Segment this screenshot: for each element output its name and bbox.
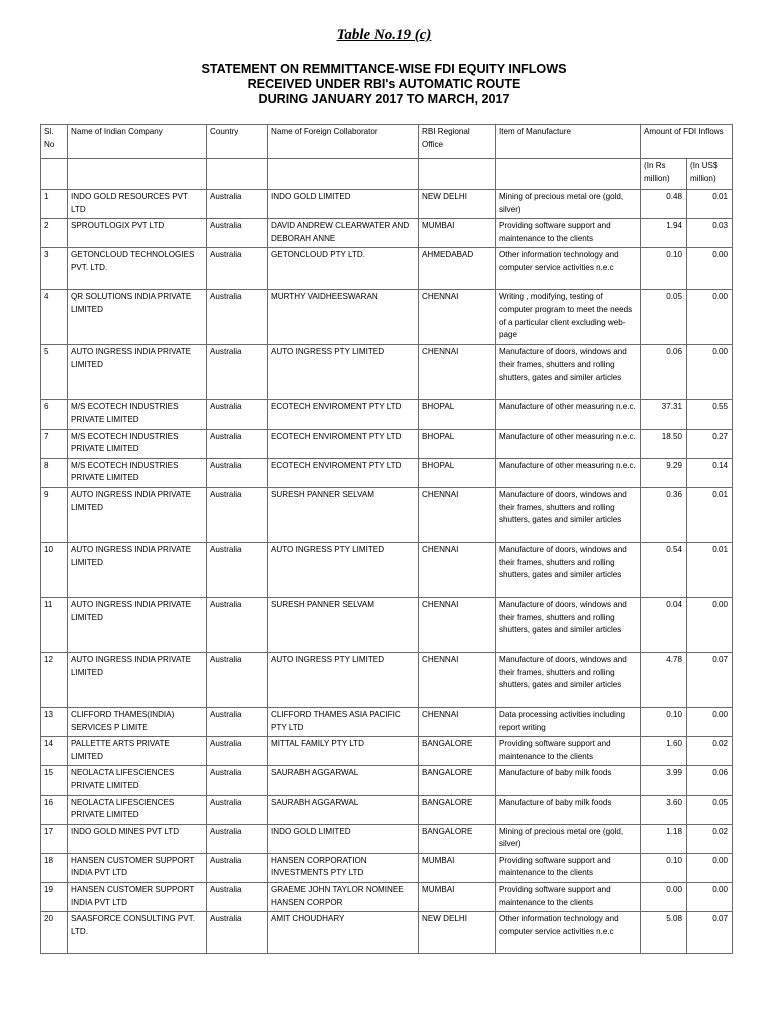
table-body xyxy=(41,190,733,954)
cell-sl-no: 1 xyxy=(41,190,68,219)
cell-amount-usd: 0.02 xyxy=(687,737,733,766)
cell-rbi-office: BHOPAL xyxy=(419,458,496,487)
cell-sl-no: 16 xyxy=(41,795,68,824)
cell-company: HANSEN CUSTOMER SUPPORT INDIA PVT LTD xyxy=(68,883,207,912)
col-header-amount-usd: (In US$ million) xyxy=(687,159,733,190)
cell-amount-rs: 0.05 xyxy=(641,290,687,345)
cell-amount-usd: 0.00 xyxy=(687,290,733,345)
cell-collaborator: AUTO INGRESS PTY LIMITED xyxy=(268,542,419,597)
cell-rbi-office: CHENNAI xyxy=(419,707,496,736)
cell-company: HANSEN CUSTOMER SUPPORT INDIA PVT LTD xyxy=(68,853,207,882)
cell-amount-usd: 0.06 xyxy=(687,766,733,795)
col-header-rbi-office: RBI Regional Office xyxy=(419,125,496,159)
cell-item: Manufacture of baby milk foods xyxy=(496,766,641,795)
cell-amount-usd: 0.00 xyxy=(687,707,733,736)
cell-company: AUTO INGRESS INDIA PRIVATE LIMITED xyxy=(68,597,207,652)
cell-country: Australia xyxy=(207,652,268,707)
cell-amount-usd: 0.03 xyxy=(687,219,733,248)
cell-amount-usd: 0.01 xyxy=(687,190,733,219)
cell-amount-rs: 9.29 xyxy=(641,458,687,487)
cell-country: Australia xyxy=(207,883,268,912)
table-row xyxy=(41,597,733,652)
cell-amount-rs: 0.04 xyxy=(641,597,687,652)
cell-amount-rs: 0.06 xyxy=(641,345,687,400)
cell-amount-usd: 0.05 xyxy=(687,795,733,824)
cell-amount-usd: 0.01 xyxy=(687,487,733,542)
cell-item: Manufacture of doors, windows and their frames, shutters and rolling shutters, gates and similer articles xyxy=(496,345,641,400)
cell-company: INDO GOLD MINES PVT LTD xyxy=(68,824,207,853)
cell-rbi-office: AHMEDABAD xyxy=(419,248,496,290)
table-row xyxy=(41,853,733,882)
cell-collaborator: MITTAL FAMILY PTY LTD xyxy=(268,737,419,766)
cell-amount-rs: 0.36 xyxy=(641,487,687,542)
cell-rbi-office: NEW DELHI xyxy=(419,190,496,219)
table-row xyxy=(41,400,733,429)
cell-sl-no: 13 xyxy=(41,707,68,736)
cell-rbi-office: CHENNAI xyxy=(419,345,496,400)
table-row xyxy=(41,824,733,853)
cell-sl-no: 20 xyxy=(41,912,68,954)
table-row xyxy=(41,190,733,219)
table-row xyxy=(41,248,733,290)
cell-company: AUTO INGRESS INDIA PRIVATE LIMITED xyxy=(68,652,207,707)
cell-company: M/S ECOTECH INDUSTRIES PRIVATE LIMITED xyxy=(68,458,207,487)
cell-item: Manufacture of doors, windows and their frames, shutters and rolling shutters, gates and similer articles xyxy=(496,597,641,652)
cell-rbi-office: BHOPAL xyxy=(419,429,496,458)
col-header-country: Country xyxy=(207,125,268,159)
cell-company: GETONCLOUD TECHNOLOGIES PVT. LTD. xyxy=(68,248,207,290)
cell-amount-rs: 37.31 xyxy=(641,400,687,429)
cell-country: Australia xyxy=(207,190,268,219)
cell-collaborator: AUTO INGRESS PTY LIMITED xyxy=(268,345,419,400)
table-row xyxy=(41,883,733,912)
cell-collaborator: SAURABH AGGARWAL xyxy=(268,766,419,795)
cell-amount-usd: 0.00 xyxy=(687,853,733,882)
cell-sl-no: 3 xyxy=(41,248,68,290)
cell-country: Australia xyxy=(207,912,268,954)
statement-title xyxy=(0,62,768,107)
cell-collaborator: AMIT CHOUDHARY xyxy=(268,912,419,954)
cell-item: Manufacture of other measuring n.e.c. xyxy=(496,400,641,429)
cell-amount-rs: 3.60 xyxy=(641,795,687,824)
cell-country: Australia xyxy=(207,795,268,824)
cell-rbi-office: MUMBAI xyxy=(419,883,496,912)
cell-amount-usd: 0.00 xyxy=(687,345,733,400)
table-row xyxy=(41,912,733,954)
title-line-1: STATEMENT ON REMMITTANCE-WISE FDI EQUITY INFLOWS xyxy=(201,62,567,76)
cell-company: AUTO INGRESS INDIA PRIVATE LIMITED xyxy=(68,345,207,400)
cell-amount-rs: 1.18 xyxy=(641,824,687,853)
cell-country: Australia xyxy=(207,597,268,652)
cell-collaborator: ECOTECH ENVIROMENT PTY LTD xyxy=(268,429,419,458)
cell-company: AUTO INGRESS INDIA PRIVATE LIMITED xyxy=(68,542,207,597)
cell-company: NEOLACTA LIFESCIENCES PRIVATE LIMITED xyxy=(68,766,207,795)
cell-country: Australia xyxy=(207,429,268,458)
cell-item: Manufacture of doors, windows and their frames, shutters and rolling shutters, gates and similer articles xyxy=(496,542,641,597)
cell-company: M/S ECOTECH INDUSTRIES PRIVATE LIMITED xyxy=(68,429,207,458)
cell-country: Australia xyxy=(207,853,268,882)
col-header-amount: Amount of FDI Inflows xyxy=(641,125,733,159)
cell-collaborator: SURESH PANNER SELVAM xyxy=(268,597,419,652)
cell-item: Providing software support and maintenance to the clients xyxy=(496,737,641,766)
fdi-inflows-table xyxy=(40,124,733,954)
cell-rbi-office: CHENNAI xyxy=(419,652,496,707)
cell-item: Mining of precious metal ore (gold, silver) xyxy=(496,824,641,853)
cell-rbi-office: CHENNAI xyxy=(419,290,496,345)
cell-amount-rs: 5.08 xyxy=(641,912,687,954)
cell-sl-no: 8 xyxy=(41,458,68,487)
cell-sl-no: 10 xyxy=(41,542,68,597)
cell-amount-usd: 0.07 xyxy=(687,912,733,954)
cell-rbi-office: MUMBAI xyxy=(419,219,496,248)
cell-country: Australia xyxy=(207,824,268,853)
cell-item: Manufacture of doors, windows and their frames, shutters and rolling shutters, gates and similer articles xyxy=(496,487,641,542)
cell-country: Australia xyxy=(207,707,268,736)
cell-company: NEOLACTA LIFESCIENCES PRIVATE LIMITED xyxy=(68,795,207,824)
cell-collaborator: DAVID ANDREW CLEARWATER AND DEBORAH ANNE xyxy=(268,219,419,248)
table-number: Table No.19 (c) xyxy=(336,27,432,43)
cell-rbi-office: CHENNAI xyxy=(419,597,496,652)
table-row xyxy=(41,290,733,345)
cell-company: QR SOLUTIONS INDIA PRIVATE LIMITED xyxy=(68,290,207,345)
col-header-sl-no: Sl. No xyxy=(41,125,68,159)
cell-collaborator: AUTO INGRESS PTY LIMITED xyxy=(268,652,419,707)
cell-sl-no: 11 xyxy=(41,597,68,652)
cell-amount-usd: 0.01 xyxy=(687,542,733,597)
cell-amount-usd: 0.00 xyxy=(687,883,733,912)
cell-item: Providing software support and maintenance to the clients xyxy=(496,853,641,882)
cell-rbi-office: BANGALORE xyxy=(419,737,496,766)
col-header-collaborator: Name of Foreign Collaborator xyxy=(268,125,419,159)
table-row xyxy=(41,345,733,400)
table-row xyxy=(41,652,733,707)
table-row xyxy=(41,458,733,487)
table-row xyxy=(41,487,733,542)
cell-amount-usd: 0.02 xyxy=(687,824,733,853)
cell-rbi-office: BANGALORE xyxy=(419,766,496,795)
cell-amount-rs: 0.10 xyxy=(641,853,687,882)
table-row xyxy=(41,429,733,458)
cell-rbi-office: NEW DELHI xyxy=(419,912,496,954)
cell-sl-no: 9 xyxy=(41,487,68,542)
cell-amount-rs: 1.60 xyxy=(641,737,687,766)
table-row xyxy=(41,737,733,766)
cell-item: Other information technology and computer service activities n.e.c xyxy=(496,912,641,954)
cell-sl-no: 4 xyxy=(41,290,68,345)
cell-collaborator: GETONCLOUD PTY LTD. xyxy=(268,248,419,290)
cell-company: CLIFFORD THAMES(INDIA) SERVICES P LIMITE xyxy=(68,707,207,736)
cell-company: SPROUTLOGIX PVT LTD xyxy=(68,219,207,248)
cell-sl-no: 15 xyxy=(41,766,68,795)
title-line-3: DURING JANUARY 2017 TO MARCH, 2017 xyxy=(258,92,510,106)
cell-collaborator: MURTHY VAIDHEESWARAN xyxy=(268,290,419,345)
cell-collaborator: INDO GOLD LIMITED xyxy=(268,824,419,853)
cell-amount-usd: 0.07 xyxy=(687,652,733,707)
cell-country: Australia xyxy=(207,219,268,248)
cell-collaborator: CLIFFORD THAMES ASIA PACIFIC PTY LTD xyxy=(268,707,419,736)
col-header-company: Name of Indian Company xyxy=(68,125,207,159)
cell-collaborator: INDO GOLD LIMITED xyxy=(268,190,419,219)
table-row xyxy=(41,707,733,736)
cell-rbi-office: BANGALORE xyxy=(419,795,496,824)
cell-amount-rs: 0.10 xyxy=(641,707,687,736)
cell-sl-no: 14 xyxy=(41,737,68,766)
header-row xyxy=(41,125,733,159)
cell-sl-no: 18 xyxy=(41,853,68,882)
cell-collaborator: GRAEME JOHN TAYLOR NOMINEE HANSEN CORPOR xyxy=(268,883,419,912)
col-header-item: Item of Manufacture xyxy=(496,125,641,159)
cell-sl-no: 19 xyxy=(41,883,68,912)
cell-collaborator: HANSEN CORPORATION INVESTMENTS PTY LTD xyxy=(268,853,419,882)
cell-sl-no: 6 xyxy=(41,400,68,429)
cell-sl-no: 17 xyxy=(41,824,68,853)
cell-collaborator: SURESH PANNER SELVAM xyxy=(268,487,419,542)
cell-item: Manufacture of doors, windows and their frames, shutters and rolling shutters, gates and similer articles xyxy=(496,652,641,707)
cell-amount-usd: 0.00 xyxy=(687,248,733,290)
col-header-amount-rs: (In Rs million) xyxy=(641,159,687,190)
cell-country: Australia xyxy=(207,737,268,766)
cell-collaborator: SAURABH AGGARWAL xyxy=(268,795,419,824)
cell-amount-rs: 1.94 xyxy=(641,219,687,248)
cell-collaborator: ECOTECH ENVIROMENT PTY LTD xyxy=(268,458,419,487)
cell-country: Australia xyxy=(207,290,268,345)
table-row xyxy=(41,542,733,597)
cell-company: SAASFORCE CONSULTING PVT. LTD. xyxy=(68,912,207,954)
cell-item: Other information technology and computer service activities n.e.c xyxy=(496,248,641,290)
cell-amount-usd: 0.55 xyxy=(687,400,733,429)
cell-collaborator: ECOTECH ENVIROMENT PTY LTD xyxy=(268,400,419,429)
cell-country: Australia xyxy=(207,345,268,400)
cell-amount-usd: 0.27 xyxy=(687,429,733,458)
cell-amount-rs: 18.50 xyxy=(641,429,687,458)
cell-item: Providing software support and maintenance to the clients xyxy=(496,883,641,912)
cell-item: Providing software support and maintenance to the clients xyxy=(496,219,641,248)
table-row xyxy=(41,766,733,795)
title-line-2: RECEIVED UNDER RBI's AUTOMATIC ROUTE xyxy=(247,77,521,91)
cell-amount-usd: 0.00 xyxy=(687,597,733,652)
subheader-row xyxy=(41,159,733,190)
cell-company: PALLETTE ARTS PRIVATE LIMITED xyxy=(68,737,207,766)
cell-sl-no: 5 xyxy=(41,345,68,400)
cell-country: Australia xyxy=(207,458,268,487)
cell-amount-usd: 0.14 xyxy=(687,458,733,487)
cell-rbi-office: CHENNAI xyxy=(419,542,496,597)
cell-country: Australia xyxy=(207,248,268,290)
cell-country: Australia xyxy=(207,400,268,429)
cell-amount-rs: 0.10 xyxy=(641,248,687,290)
cell-item: Writing , modifying, testing of computer program to meet the needs of a particular client excluding web-page xyxy=(496,290,641,345)
cell-company: INDO GOLD RESOURCES PVT LTD xyxy=(68,190,207,219)
cell-country: Australia xyxy=(207,766,268,795)
cell-country: Australia xyxy=(207,542,268,597)
cell-amount-rs: 0.00 xyxy=(641,883,687,912)
cell-rbi-office: BANGALORE xyxy=(419,824,496,853)
cell-amount-rs: 0.54 xyxy=(641,542,687,597)
cell-company: M/S ECOTECH INDUSTRIES PRIVATE LIMITED xyxy=(68,400,207,429)
table-row xyxy=(41,219,733,248)
cell-amount-rs: 4.78 xyxy=(641,652,687,707)
cell-rbi-office: MUMBAI xyxy=(419,853,496,882)
cell-amount-rs: 0.48 xyxy=(641,190,687,219)
cell-item: Mining of precious metal ore (gold, silver) xyxy=(496,190,641,219)
cell-item: Manufacture of other measuring n.e.c. xyxy=(496,429,641,458)
cell-country: Australia xyxy=(207,487,268,542)
cell-amount-rs: 3.99 xyxy=(641,766,687,795)
cell-item: Manufacture of baby milk foods xyxy=(496,795,641,824)
cell-sl-no: 12 xyxy=(41,652,68,707)
cell-item: Data processing activities including report writing xyxy=(496,707,641,736)
cell-rbi-office: BHOPAL xyxy=(419,400,496,429)
table-row xyxy=(41,795,733,824)
cell-company: AUTO INGRESS INDIA PRIVATE LIMITED xyxy=(68,487,207,542)
cell-sl-no: 2 xyxy=(41,219,68,248)
cell-rbi-office: CHENNAI xyxy=(419,487,496,542)
cell-sl-no: 7 xyxy=(41,429,68,458)
cell-item: Manufacture of other measuring n.e.c. xyxy=(496,458,641,487)
